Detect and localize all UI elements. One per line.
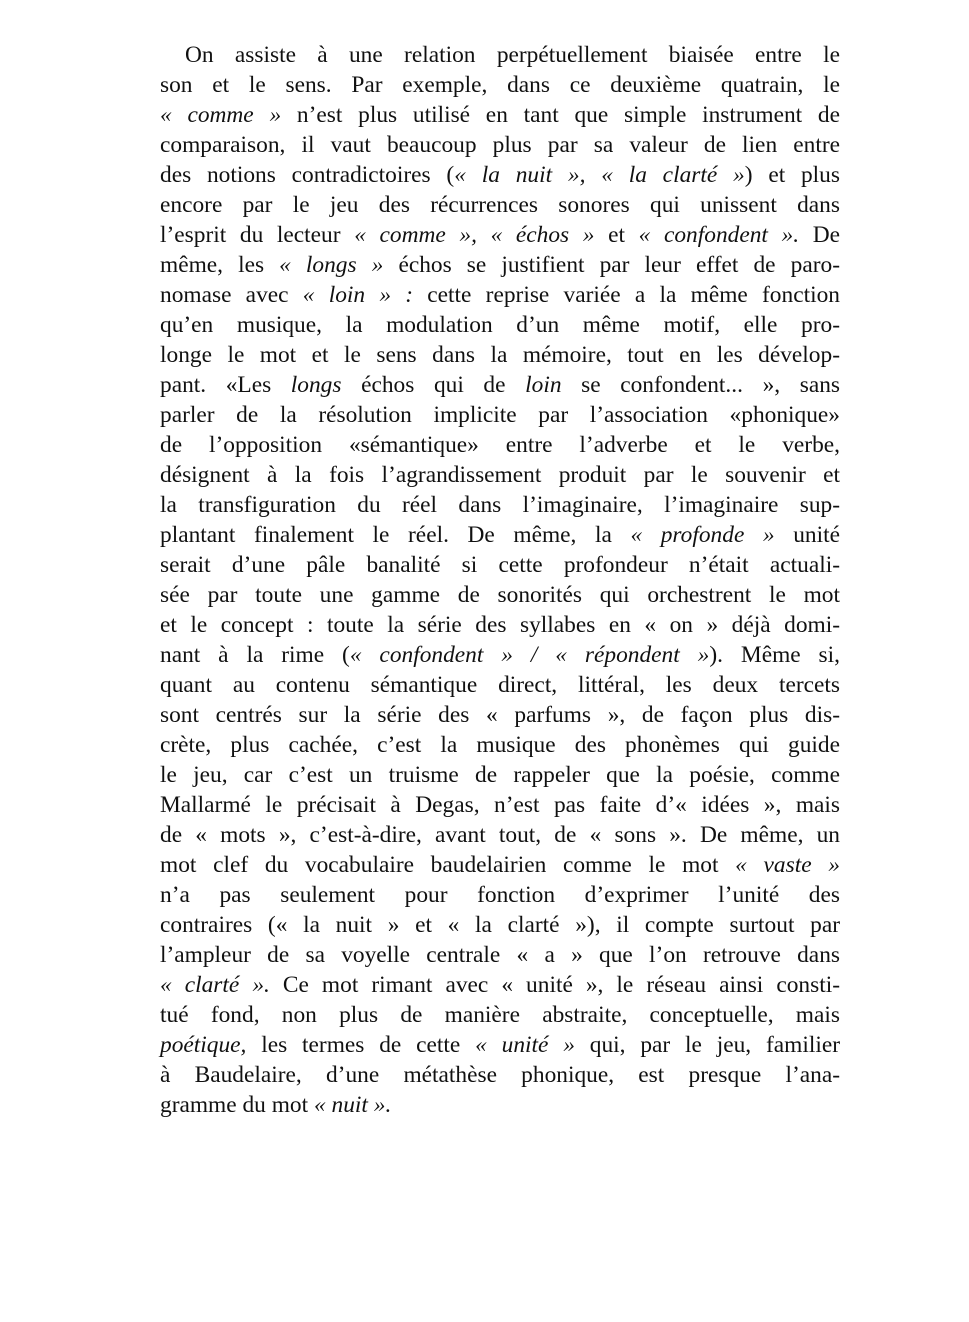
- text-run: qui, par le jeu, familier: [574, 1032, 841, 1058]
- italic-run: loin: [525, 372, 562, 398]
- text-run: et: [594, 222, 639, 248]
- text-run: l’ampleur de sa voyelle centrale « a » que l’on retrouve dans: [160, 942, 840, 968]
- text-line: [160, 310, 840, 340]
- italic-run: « nuit ».: [313, 1092, 392, 1118]
- text-line: [160, 160, 840, 190]
- text-run: crète, plus cachée, c’est la musique des phonèmes qui guide: [160, 732, 840, 758]
- text-line: [160, 850, 840, 880]
- text-run: l’esprit du lecteur: [160, 222, 355, 248]
- italic-run: poétique,: [160, 1032, 247, 1058]
- text-line: [160, 1090, 840, 1120]
- text-run: désignent à la fois l’agrandissement produit par le souvenir et: [160, 462, 840, 488]
- text-run: qu’en musique, la modulation d’un même motif, elle pro-: [160, 312, 840, 338]
- text-line: [160, 910, 840, 940]
- text-run: des notions contradictoires (: [160, 162, 455, 188]
- text-run: parler de la résolution implicite par l’association «phonique»: [160, 402, 840, 428]
- text-run: nant à la rime (: [160, 642, 350, 668]
- text-run: On assiste à une relation perpétuellement biaisée entre le: [185, 42, 840, 68]
- text-run: quant au contenu sémantique direct, littéral, les deux tercets: [160, 672, 840, 698]
- text-run: sont centrés sur la série des « parfums », de façon plus dis-: [160, 702, 840, 728]
- text-line: [160, 130, 840, 160]
- text-run: la transfiguration du réel dans l’imaginaire, l’imaginaire sup-: [160, 492, 840, 518]
- text-line: [160, 220, 840, 250]
- text-run: contraires (« la nuit » et « la clarté »), il compte surtout par: [160, 912, 840, 938]
- text-run: Ce mot rimant avec « unité », le réseau ainsi consti-: [269, 972, 840, 998]
- text-line: [160, 940, 840, 970]
- text-line: [160, 1000, 840, 1030]
- text-line: [160, 790, 840, 820]
- text-run: à Baudelaire, d’une métathèse phonique, est presque l’ana-: [160, 1062, 840, 1088]
- text-run: ). Même si,: [709, 642, 841, 668]
- text-run: le jeu, car c’est un truisme de rappeler que la poésie, comme: [160, 762, 840, 788]
- italic-run: « clarté ».: [160, 972, 270, 998]
- text-line: [160, 670, 840, 700]
- text-line: [160, 490, 840, 520]
- text-run: mot clef du vocabulaire baudelairien comme le mot: [160, 852, 736, 878]
- text-line: [160, 580, 840, 610]
- text-line: [160, 820, 840, 850]
- text-line: [160, 520, 840, 550]
- text-line: [160, 190, 840, 220]
- text-run: comparaison, il vaut beaucoup plus par sa valeur de lien entre: [160, 132, 840, 158]
- text-line: [160, 700, 840, 730]
- text-line: [160, 970, 840, 1000]
- text-line: [160, 1030, 840, 1060]
- italic-run: « longs »: [279, 252, 384, 278]
- text-run: Mallarmé le précisait à Degas, n’est pas faite d’« idées », mais: [160, 792, 840, 818]
- text-line: [160, 1060, 840, 1090]
- text-line: [160, 730, 840, 760]
- italic-run: « loin » :: [302, 282, 414, 308]
- text-line: [160, 40, 840, 70]
- text-line: [160, 760, 840, 790]
- text-run: unité: [774, 522, 840, 548]
- italic-run: « comme »: [160, 102, 282, 128]
- text-line: [160, 550, 840, 580]
- text-run: pant. «Les: [160, 372, 291, 398]
- text-run: les termes de cette: [246, 1032, 476, 1058]
- text-line: [160, 340, 840, 370]
- text-run: De: [799, 222, 841, 248]
- text-line: [160, 460, 840, 490]
- text-run: et le concept : toute la série des syllabes en « on » déjà domi-: [160, 612, 840, 638]
- italic-run: « profonde »: [630, 522, 775, 548]
- text-line: [160, 370, 840, 400]
- body-paragraph: [160, 40, 840, 1120]
- text-run: gramme du mot: [160, 1092, 314, 1118]
- text-run: cette reprise variée a la même fonction: [413, 282, 840, 308]
- text-run: serait d’une pâle banalité si cette profondeur n’était actuali-: [160, 552, 840, 578]
- text-run: son et le sens. Par exemple, dans ce deuxième quatrain, le: [160, 72, 840, 98]
- text-line: [160, 610, 840, 640]
- text-run: se confondent... », sans: [561, 372, 840, 398]
- text-run: encore par le jeu des récurrences sonores qui unissent dans: [160, 192, 840, 218]
- italic-run: « confondent ».: [638, 222, 800, 248]
- text-run: n’est plus utilisé en tant que simple instrument de: [281, 102, 840, 128]
- text-run: échos qui de: [341, 372, 526, 398]
- text-line: [160, 70, 840, 100]
- text-run: plantant finalement le réel. De même, la: [160, 522, 631, 548]
- italic-run: « vaste »: [735, 852, 840, 878]
- italic-run: longs: [290, 372, 342, 398]
- italic-run: « unité »: [475, 1032, 575, 1058]
- text-run: ) et plus: [744, 162, 840, 188]
- text-run: tué fond, non plus de manière abstraite, conceptuelle, mais: [160, 1002, 840, 1028]
- text-line: [160, 430, 840, 460]
- text-line: [160, 640, 840, 670]
- text-line: [160, 100, 840, 130]
- italic-run: « la nuit », « la clarté »: [454, 162, 745, 188]
- text-run: de « mots », c’est-à-dire, avant tout, de « sons ». De même, un: [160, 822, 840, 848]
- text-line: [160, 250, 840, 280]
- italic-run: « confondent » / « répondent »: [349, 642, 710, 668]
- text-run: nomase avec: [160, 282, 303, 308]
- text-line: [160, 400, 840, 430]
- text-line: [160, 280, 840, 310]
- text-run: longe le mot et le sens dans la mémoire, tout en les dévelop-: [160, 342, 840, 368]
- text-run: de l’opposition «sémantique» entre l’adverbe et le verbe,: [160, 432, 840, 458]
- italic-run: « comme », « échos »: [354, 222, 595, 248]
- text-run: même, les: [160, 252, 280, 278]
- text-run: sée par toute une gamme de sonorités qui orchestrent le mot: [160, 582, 840, 608]
- text-run: échos se justifient par leur effet de paro-: [383, 252, 840, 278]
- text-run: n’a pas seulement pour fonction d’exprimer l’unité des: [160, 882, 840, 908]
- text-line: [160, 880, 840, 910]
